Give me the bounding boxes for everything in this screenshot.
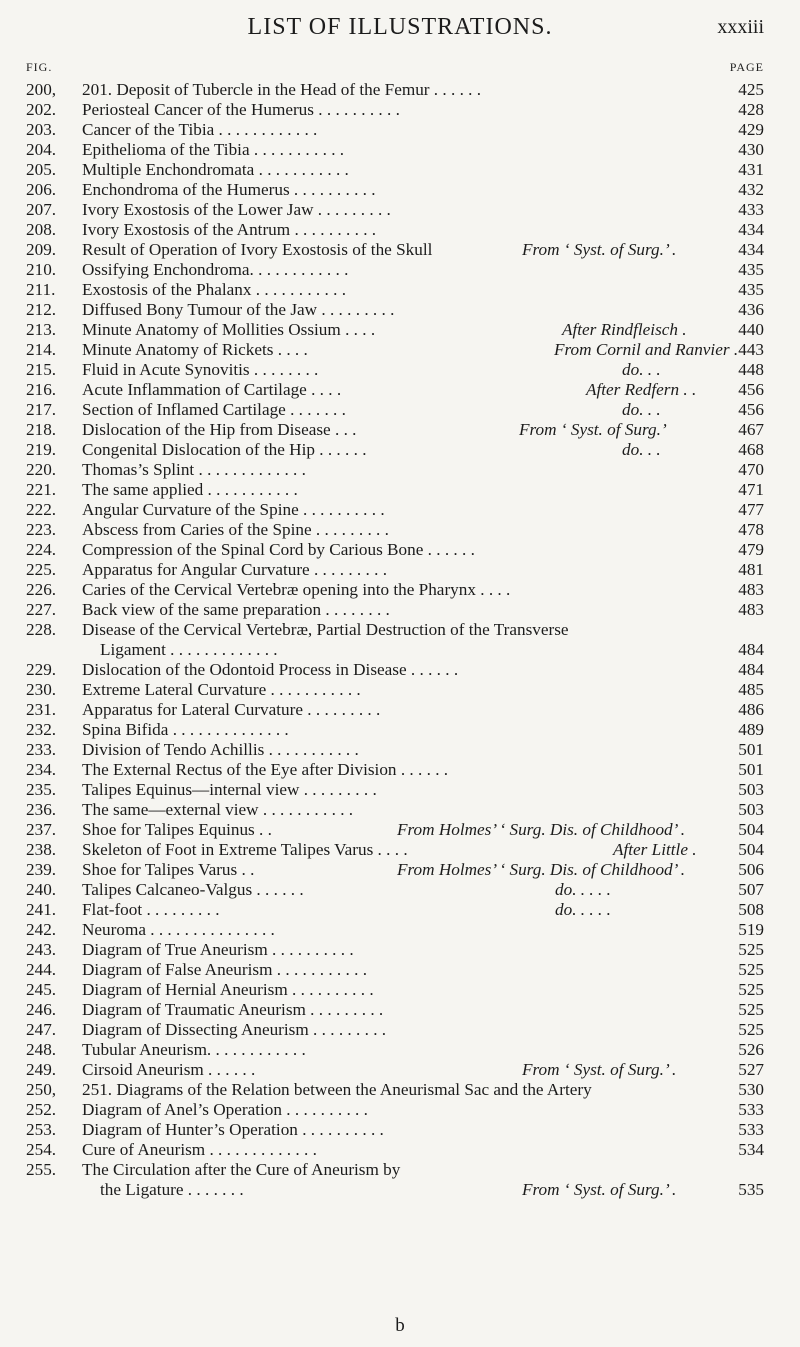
list-item — [0, 380, 800, 400]
page-reference: 435 — [738, 260, 764, 279]
figure-number: 237. — [26, 820, 57, 839]
page-reference: 519 — [738, 920, 764, 939]
figure-description: Neuroma . . . . . . . . . . . . . . . — [82, 920, 275, 939]
figure-description: Angular Curvature of the Spine . . . . . . . . . . — [82, 500, 385, 519]
page-reference: 501 — [738, 740, 764, 759]
list-item — [0, 980, 800, 1000]
page-reference: 477 — [738, 500, 764, 519]
figure-number: 200, — [26, 80, 57, 99]
figure-description: Fluid in Acute Synovitis . . . . . . . . — [82, 360, 319, 379]
figure-description: Periosteal Cancer of the Humerus . . . . . . . . . . — [82, 100, 400, 119]
list-item — [0, 1100, 800, 1120]
figure-number: 254. — [26, 1140, 57, 1159]
figure-number: 236. — [26, 800, 57, 819]
list-item — [0, 1040, 800, 1060]
list-item — [0, 800, 800, 820]
figure-description: Extreme Lateral Curvature . . . . . . . . . . . — [82, 680, 361, 699]
list-item — [0, 360, 800, 380]
figure-description: Diagram of True Aneurism . . . . . . . . . . — [82, 940, 354, 959]
figure-description: Ivory Exostosis of the Lower Jaw . . . . . . . . . — [82, 200, 391, 219]
figure-description: Apparatus for Angular Curvature . . . . . . . . . — [82, 560, 388, 579]
list-item — [0, 1180, 800, 1200]
illustrations-list — [0, 80, 800, 1200]
page-reference: 525 — [738, 940, 764, 959]
list-item — [0, 320, 800, 340]
figure-number: 235. — [26, 780, 57, 799]
list-item — [0, 1160, 800, 1180]
figure-number: 204. — [26, 140, 57, 159]
figure-description: Skeleton of Foot in Extreme Talipes Varus . . . . — [82, 840, 408, 859]
figure-number: 250, — [26, 1080, 57, 1099]
list-item — [0, 1080, 800, 1100]
page-reference: 525 — [738, 1020, 764, 1039]
figure-description: Talipes Calcaneo-Valgus . . . . . . — [82, 880, 304, 899]
page-reference: 533 — [738, 1100, 764, 1119]
column-headers — [0, 60, 800, 76]
figure-description: Acute Inflammation of Cartilage . . . . — [82, 380, 342, 399]
figure-number: 253. — [26, 1120, 57, 1139]
page-reference: 443 — [738, 340, 764, 359]
figure-number: 252. — [26, 1100, 57, 1119]
figure-number: 227. — [26, 600, 57, 619]
figure-number: 217. — [26, 400, 57, 419]
figure-description: Diagram of Anel’s Operation . . . . . . . . . . — [82, 1100, 368, 1119]
list-item — [0, 920, 800, 940]
figure-number: 249. — [26, 1060, 57, 1079]
list-item — [0, 340, 800, 360]
figure-description: 201. Deposit of Tubercle in the Head of the Femur . . . . . . — [82, 80, 482, 99]
figure-number: 231. — [26, 700, 57, 719]
list-item — [0, 960, 800, 980]
figure-description: The External Rectus of the Eye after Division . . . . . . — [82, 760, 449, 779]
page-reference: 486 — [738, 700, 764, 719]
figure-description: Compression of the Spinal Cord by Carious Bone . . . . . . — [82, 540, 475, 559]
list-item — [0, 1000, 800, 1020]
page-reference: 525 — [738, 960, 764, 979]
figure-number: 209. — [26, 240, 57, 259]
page-reference: 430 — [738, 140, 764, 159]
figure-number: 244. — [26, 960, 57, 979]
page-reference: 471 — [738, 480, 764, 499]
figure-number: 213. — [26, 320, 57, 339]
page-reference: 503 — [738, 800, 764, 819]
figure-description: Division of Tendo Achillis . . . . . . . . . . . — [82, 740, 359, 759]
page-reference: 468 — [738, 440, 764, 459]
page-reference: 533 — [738, 1120, 764, 1139]
page-reference: 440 — [738, 320, 764, 339]
figure-number: 212. — [26, 300, 57, 319]
page-reference: 534 — [738, 1140, 764, 1159]
list-item — [0, 820, 800, 840]
figure-source: From ‘ Syst. of Surg.’ . — [522, 1180, 677, 1199]
page-reference: 425 — [738, 80, 764, 99]
figure-number: 219. — [26, 440, 57, 459]
list-item — [0, 280, 800, 300]
figure-description: Flat-foot . . . . . . . . . — [82, 900, 220, 919]
figure-number: 216. — [26, 380, 57, 399]
figure-description: Cure of Aneurism . . . . . . . . . . . . . — [82, 1140, 317, 1159]
page-reference: 434 — [738, 240, 764, 259]
page-reference: 428 — [738, 100, 764, 119]
page-reference: 436 — [738, 300, 764, 319]
page-reference: 508 — [738, 900, 764, 919]
figure-description: Abscess from Caries of the Spine . . . . . . . . . — [82, 520, 389, 539]
page-reference: 467 — [738, 420, 764, 439]
figure-description: Spina Bifida . . . . . . . . . . . . . . — [82, 720, 289, 739]
figure-number: 218. — [26, 420, 57, 439]
figure-description: Diagram of False Aneurism . . . . . . . . . . . — [82, 960, 367, 979]
figure-number: 228. — [26, 620, 57, 639]
figure-description: Shoe for Talipes Varus . . — [82, 860, 255, 879]
figure-description: Shoe for Talipes Equinus . . — [82, 820, 272, 839]
list-item — [0, 560, 800, 580]
figure-source: do. . . — [622, 440, 661, 459]
list-item — [0, 420, 800, 440]
page-reference: 484 — [738, 660, 764, 679]
page-reference: 485 — [738, 680, 764, 699]
page-reference: 525 — [738, 1000, 764, 1019]
list-item — [0, 400, 800, 420]
figure-number: 208. — [26, 220, 57, 239]
page-column-header: PAGE — [729, 60, 764, 74]
figure-description: Result of Operation of Ivory Exostosis of the Skull — [82, 240, 433, 259]
figure-description: Back view of the same preparation . . . . . . . . — [82, 600, 390, 619]
page-reference: 470 — [738, 460, 764, 479]
figure-number: 229. — [26, 660, 57, 679]
list-item — [0, 740, 800, 760]
page-reference: 431 — [738, 160, 764, 179]
page-reference: 456 — [738, 380, 764, 399]
figure-number: 246. — [26, 1000, 57, 1019]
list-item — [0, 120, 800, 140]
figure-number: 222. — [26, 500, 57, 519]
figure-source: After Redfern . . — [586, 380, 697, 399]
figure-description: Diffused Bony Tumour of the Jaw . . . . . . . . . — [82, 300, 395, 319]
figure-number: 234. — [26, 760, 57, 779]
figure-description: Disease of the Cervical Vertebræ, Partial Destruction of the Transverse — [82, 620, 569, 639]
figure-number: 206. — [26, 180, 57, 199]
list-item — [0, 540, 800, 560]
figure-number: 214. — [26, 340, 57, 359]
figure-number: 233. — [26, 740, 57, 759]
list-item — [0, 840, 800, 860]
figure-number: 207. — [26, 200, 57, 219]
figure-number: 225. — [26, 560, 57, 579]
page-reference: 434 — [738, 220, 764, 239]
page-reference: 433 — [738, 200, 764, 219]
list-item — [0, 620, 800, 640]
page-reference: 504 — [738, 820, 764, 839]
figure-description: Thomas’s Splint . . . . . . . . . . . . . — [82, 460, 306, 479]
list-item — [0, 460, 800, 480]
list-item — [0, 1140, 800, 1160]
figure-description: Dislocation of the Odontoid Process in Disease . . . . . . — [82, 660, 459, 679]
list-item — [0, 1060, 800, 1080]
figure-source: From Cornil and Ranvier . — [554, 340, 739, 359]
figure-number: 203. — [26, 120, 57, 139]
figure-description: Apparatus for Lateral Curvature . . . . . . . . . — [82, 700, 381, 719]
list-item — [0, 200, 800, 220]
figure-source: From ‘ Syst. of Surg.’ . — [522, 1060, 677, 1079]
figure-description: Exostosis of the Phalanx . . . . . . . . . . . — [82, 280, 347, 299]
figure-source: From Holmes’ ‘ Surg. Dis. of Childhood’ . — [397, 860, 686, 879]
page-reference: 478 — [738, 520, 764, 539]
list-item — [0, 940, 800, 960]
list-item — [0, 580, 800, 600]
figure-description: Talipes Equinus—internal view . . . . . . . . . — [82, 780, 377, 799]
signature-mark: b — [395, 1315, 405, 1336]
figure-number: 232. — [26, 720, 57, 739]
page-title: LIST OF ILLUSTRATIONS. — [247, 14, 553, 40]
page-reference: 504 — [738, 840, 764, 859]
page-reference: 501 — [738, 760, 764, 779]
figure-description: Ligament . . . . . . . . . . . . . — [100, 640, 278, 659]
page-reference: 456 — [738, 400, 764, 419]
list-item — [0, 160, 800, 180]
figure-number: 224. — [26, 540, 57, 559]
list-item — [0, 760, 800, 780]
page-header — [0, 14, 800, 44]
figure-description: Cancer of the Tibia . . . . . . . . . . . . — [82, 120, 318, 139]
figure-description: Section of Inflamed Cartilage . . . . . . . — [82, 400, 346, 419]
list-item — [0, 500, 800, 520]
page-reference: 481 — [738, 560, 764, 579]
page-reference: 429 — [738, 120, 764, 139]
figure-description: The Circulation after the Cure of Aneurism by — [82, 1160, 401, 1179]
figure-number: 215. — [26, 360, 57, 379]
figure-description: Diagram of Hunter’s Operation . . . . . . . . . . — [82, 1120, 384, 1139]
figure-description: Ivory Exostosis of the Antrum . . . . . . . . . . — [82, 220, 377, 239]
figure-number: 210. — [26, 260, 57, 279]
page-number: xxxiii — [717, 16, 764, 38]
figure-number: 211. — [26, 280, 56, 299]
list-item — [0, 640, 800, 660]
figure-number: 242. — [26, 920, 57, 939]
figure-description: Enchondroma of the Humerus . . . . . . . . . . — [82, 180, 376, 199]
figure-number: 241. — [26, 900, 57, 919]
figure-description: Tubular Aneurism. . . . . . . . . . . . — [82, 1040, 306, 1059]
page-reference: 483 — [738, 580, 764, 599]
list-item — [0, 900, 800, 920]
page-reference: 527 — [738, 1060, 764, 1079]
figure-number: 205. — [26, 160, 57, 179]
list-item — [0, 520, 800, 540]
page-reference: 489 — [738, 720, 764, 739]
page-reference: 535 — [738, 1180, 764, 1199]
figure-description: Diagram of Traumatic Aneurism . . . . . . . . . — [82, 1000, 384, 1019]
figure-description: The same applied . . . . . . . . . . . — [82, 480, 298, 499]
page-reference: 507 — [738, 880, 764, 899]
page-reference: 525 — [738, 980, 764, 999]
figure-source: After Rindfleisch . — [562, 320, 687, 339]
list-item — [0, 720, 800, 740]
figure-number: 202. — [26, 100, 57, 119]
figure-description: Epithelioma of the Tibia . . . . . . . . . . . — [82, 140, 345, 159]
list-item — [0, 80, 800, 100]
figure-description: Minute Anatomy of Mollities Ossium . . . . — [82, 320, 376, 339]
figure-source: From ‘ Syst. of Surg.’ — [519, 420, 667, 439]
figure-description: Ossifying Enchondroma. . . . . . . . . . . . — [82, 260, 349, 279]
figure-number: 239. — [26, 860, 57, 879]
figure-number: 223. — [26, 520, 57, 539]
page-reference: 432 — [738, 180, 764, 199]
figure-source: do. . . — [622, 360, 661, 379]
figure-description: Caries of the Cervical Vertebræ opening into the Pharynx . . . . — [82, 580, 511, 599]
figure-description: the Ligature . . . . . . . — [100, 1180, 244, 1199]
figure-number: 226. — [26, 580, 57, 599]
list-item — [0, 880, 800, 900]
page-reference: 435 — [738, 280, 764, 299]
list-item — [0, 260, 800, 280]
figure-source: do. . . . . — [555, 900, 611, 919]
figure-description: The same—external view . . . . . . . . . . . — [82, 800, 354, 819]
figure-description: Cirsoid Aneurism . . . . . . — [82, 1060, 256, 1079]
figure-number: 243. — [26, 940, 57, 959]
list-item — [0, 1120, 800, 1140]
figure-description: Minute Anatomy of Rickets . . . . — [82, 340, 308, 359]
page-reference: 506 — [738, 860, 764, 879]
page-reference: 530 — [738, 1080, 764, 1099]
figure-description: Diagram of Hernial Aneurism . . . . . . . . . . — [82, 980, 374, 999]
figure-number: 240. — [26, 880, 57, 899]
figure-number: 221. — [26, 480, 57, 499]
figure-description: Congenital Dislocation of the Hip . . . . . . — [82, 440, 367, 459]
list-item — [0, 780, 800, 800]
figure-source: From Holmes’ ‘ Surg. Dis. of Childhood’ . — [397, 820, 686, 839]
list-item — [0, 240, 800, 260]
page-reference: 503 — [738, 780, 764, 799]
page-reference: 484 — [738, 640, 764, 659]
figure-number: 255. — [26, 1160, 57, 1179]
figure-source: do. . . — [622, 400, 661, 419]
page-reference: 448 — [738, 360, 764, 379]
figure-source: do. . . . . — [555, 880, 611, 899]
page-reference: 483 — [738, 600, 764, 619]
list-item — [0, 1020, 800, 1040]
list-item — [0, 440, 800, 460]
page-reference: 526 — [738, 1040, 764, 1059]
fig-column-header: FIG. — [26, 60, 53, 74]
list-item — [0, 660, 800, 680]
page-reference: 479 — [738, 540, 764, 559]
figure-description: 251. Diagrams of the Relation between the Aneurismal Sac and the Artery — [82, 1080, 592, 1099]
figure-source: From ‘ Syst. of Surg.’ . — [522, 240, 677, 259]
figure-number: 230. — [26, 680, 57, 699]
figure-source: After Little . — [613, 840, 697, 859]
list-item — [0, 600, 800, 620]
figure-number: 245. — [26, 980, 57, 999]
list-item — [0, 700, 800, 720]
figure-number: 247. — [26, 1020, 57, 1039]
list-item — [0, 220, 800, 240]
figure-number: 248. — [26, 1040, 57, 1059]
list-item — [0, 480, 800, 500]
figure-description: Diagram of Dissecting Aneurism . . . . . . . . . — [82, 1020, 387, 1039]
list-item — [0, 680, 800, 700]
list-item — [0, 300, 800, 320]
list-item — [0, 140, 800, 160]
figure-description: Multiple Enchondromata . . . . . . . . . . . — [82, 160, 349, 179]
figure-description: Dislocation of the Hip from Disease . . . — [82, 420, 357, 439]
list-item — [0, 180, 800, 200]
figure-number: 238. — [26, 840, 57, 859]
figure-number: 220. — [26, 460, 57, 479]
list-item — [0, 100, 800, 120]
list-item — [0, 860, 800, 880]
